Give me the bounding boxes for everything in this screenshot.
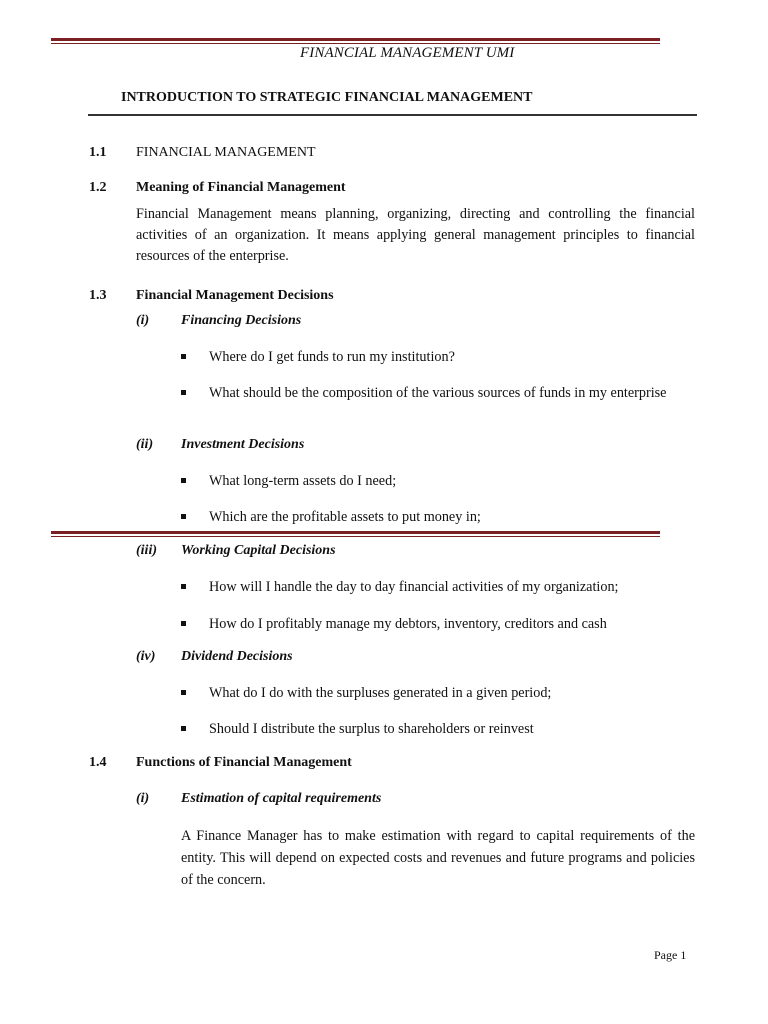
subsection-number: (i) — [136, 313, 150, 328]
list-item: What do I do with the surpluses generated in a given period; — [209, 685, 552, 701]
subsection-title: Dividend Decisions — [181, 649, 293, 664]
bullet-icon — [181, 354, 186, 359]
subsection-title: Investment Decisions — [181, 437, 305, 452]
subsection-number: (ii) — [136, 437, 154, 452]
page-break-rule — [51, 531, 660, 537]
header-rule — [51, 38, 660, 44]
list-item: How do I profitably manage my debtors, inventory, creditors and cash — [209, 616, 607, 632]
section-number: 1.1 — [89, 145, 107, 160]
bullet-icon — [181, 726, 186, 731]
section-title: Financial Management Decisions — [136, 288, 334, 303]
section-title: Functions of Financial Management — [136, 755, 352, 770]
section-number: 1.2 — [89, 180, 107, 195]
subsection-number: (iv) — [136, 649, 156, 664]
subsection-number: (i) — [136, 791, 150, 806]
list-item: What long-term assets do I need; — [209, 473, 397, 489]
list-item: How will I handle the day to day financial activities of my organization; — [209, 579, 619, 595]
list-item: Should I distribute the surplus to shareholders or reinvest — [209, 721, 534, 737]
section-number: 1.4 — [89, 755, 107, 770]
subsection-title: Financing Decisions — [181, 313, 302, 328]
title-underline — [88, 114, 697, 116]
bullet-icon — [181, 584, 186, 589]
list-item: Where do I get funds to run my institution? — [209, 349, 455, 365]
bullet-icon — [181, 478, 186, 483]
bullet-icon — [181, 690, 186, 695]
subsection-title: Estimation of capital requirements — [181, 791, 382, 806]
section-title: FINANCIAL MANAGEMENT — [136, 145, 316, 160]
subsection-title: Working Capital Decisions — [181, 543, 336, 558]
bullet-icon — [181, 621, 186, 626]
bullet-icon — [181, 390, 186, 395]
page-number: Page 1 — [654, 948, 687, 962]
list-item: Which are the profitable assets to put money in; — [209, 509, 481, 525]
document-title: INTRODUCTION TO STRATEGIC FINANCIAL MANAGEMENT — [121, 90, 533, 105]
section-title: Meaning of Financial Management — [136, 180, 346, 195]
subsection-body: A Finance Manager has to make estimation with regard to capital requirements of the entity. This will depend on expected costs and revenues and future programs and policies of the concern. — [181, 828, 695, 888]
section-number: 1.3 — [89, 288, 107, 303]
list-item: What should be the composition of the various sources of funds in my enterprise — [209, 385, 667, 401]
bullet-icon — [181, 514, 186, 519]
section-body: Financial Management means planning, organizing, directing and controlling the financial activities of an organization. It means applying general management principles to financial resources of the enterprise. — [136, 206, 695, 264]
running-header-title: FINANCIAL MANAGEMENT UMI — [300, 45, 515, 61]
subsection-number: (iii) — [136, 543, 157, 558]
